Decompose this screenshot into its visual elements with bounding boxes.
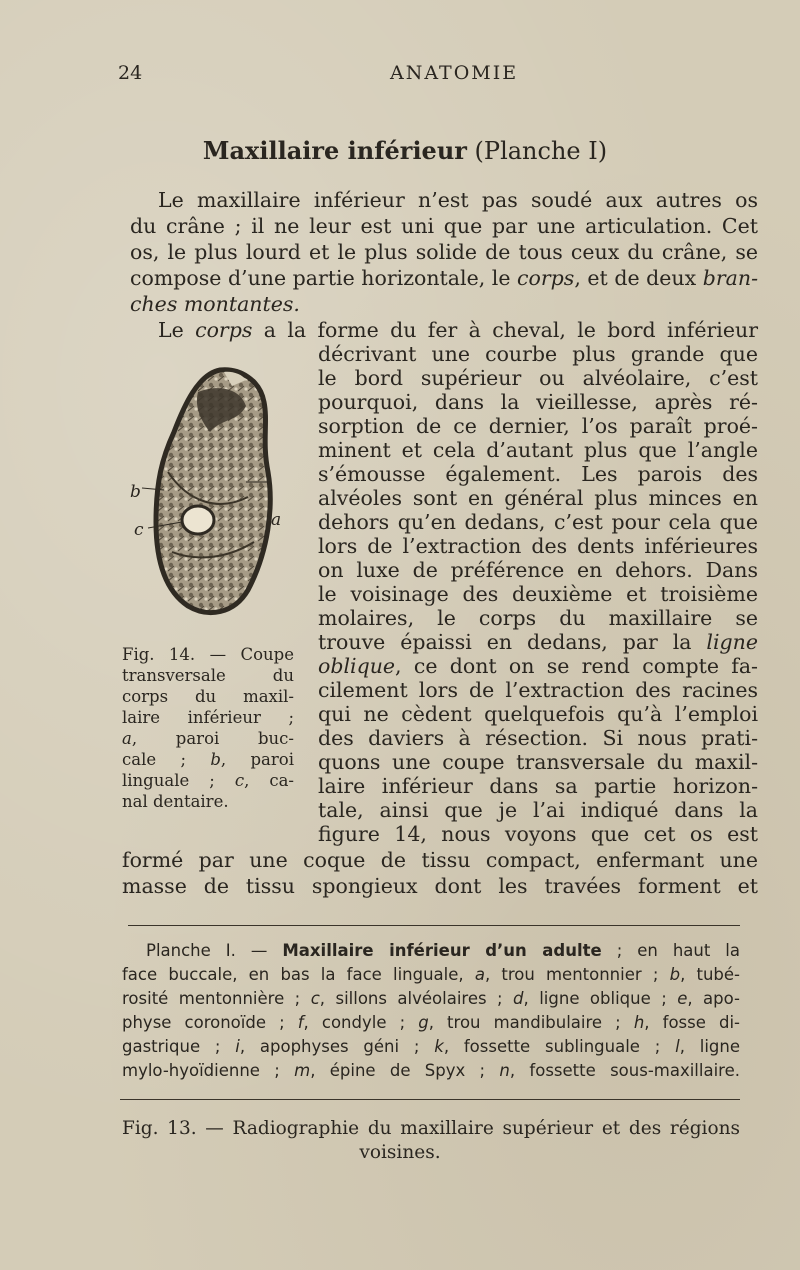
body-line: sorption de ce dernier, l’os paraît proé- <box>318 414 758 438</box>
note-text: , sillons alvéolaires ; <box>319 989 514 1008</box>
note-text: ; en haut la <box>601 941 741 960</box>
body-text: , ce dont on se rend compte fa- <box>395 654 758 678</box>
figure-label-a: a <box>271 510 282 530</box>
body-italic: corps <box>195 318 253 342</box>
divider-rule <box>128 925 740 926</box>
figure-13-caption: Fig. 13. — Radiographie du maxillaire supérieur et des régions <box>122 1118 740 1139</box>
figure-caption-line: laire inférieur ; <box>122 708 294 727</box>
note-text: , ligne oblique ; <box>523 989 678 1008</box>
body-line: figure 14, nous voyons que cet os est <box>318 822 758 846</box>
section-title <box>0 136 800 165</box>
plate-note-line <box>122 1060 740 1082</box>
note-bold: Maxillaire inférieur d’un adulte <box>282 941 602 960</box>
body-text: trouve épaissi en dedans, par la <box>318 630 707 654</box>
body-text: , et de deux <box>574 266 703 290</box>
body-line: décrivant une courbe plus grande que <box>318 342 758 366</box>
figure-caption-line <box>122 770 294 791</box>
note-text: , trou mandibulaire ; <box>428 1013 634 1032</box>
figure-label-b: b <box>130 482 141 502</box>
caption-text: , paroi <box>220 750 294 769</box>
note-text: , apophyses géni ; <box>239 1037 435 1056</box>
body-line: Le maxillaire inférieur n’est pas soudé aux autres os <box>158 188 758 212</box>
body-text: compose d’une partie horizontale, le <box>130 266 518 290</box>
note-italic: d <box>513 989 524 1008</box>
body-line: le voisinage des deuxième et troisième <box>318 582 758 606</box>
note-text: , fosse di- <box>644 1013 740 1032</box>
note-italic: n <box>499 1061 510 1080</box>
note-text: mylo-hyoïdienne ; <box>122 1061 295 1080</box>
figure-caption-line: corps du maxil- <box>122 687 294 706</box>
note-text: Planche I. — <box>146 941 283 960</box>
page-number: 24 <box>118 62 143 84</box>
note-italic: b <box>669 965 681 984</box>
body-line: quons une coupe transversale du maxil- <box>318 750 758 774</box>
note-text: , condyle ; <box>303 1013 419 1032</box>
note-italic: e <box>677 989 688 1008</box>
body-line <box>318 629 758 655</box>
caption-text: linguale ; <box>122 771 235 790</box>
plate-note-line <box>122 964 740 986</box>
caption-text: , paroi buc- <box>131 729 294 748</box>
running-title: ANATOMIE <box>390 62 519 84</box>
note-italic: c <box>310 989 320 1008</box>
body-line: qui ne cèdent quelquefois qu’à l’emploi <box>318 702 758 726</box>
body-line: pourquoi, dans la vieillesse, après ré- <box>318 390 758 414</box>
body-italic: ches montantes. <box>130 292 300 316</box>
note-italic: f <box>297 1013 304 1032</box>
caption-italic: a <box>122 729 132 748</box>
plate-note-line <box>122 988 740 1010</box>
plate-note-line <box>122 1036 740 1058</box>
body-line: lors de l’extraction des dents inférieures <box>318 534 758 558</box>
figure-13-caption-continued: voisines. <box>359 1142 441 1163</box>
note-italic: g <box>418 1013 429 1032</box>
plate-note-line <box>122 1012 740 1034</box>
body-line <box>318 653 758 679</box>
note-text: face buccale, en bas la face linguale, <box>122 965 475 984</box>
body-italic: ligne <box>706 630 758 654</box>
note-italic: a <box>474 965 485 984</box>
body-line: formé par une coque de tissu compact, enfermant une <box>122 848 758 872</box>
note-italic: l <box>675 1037 680 1056</box>
body-line: le bord supérieur ou alvéolaire, c’est <box>318 366 758 390</box>
body-line: masse de tissu spongieux dont les travées forment et <box>122 874 758 898</box>
figure-caption-line: Fig. 14. — Coupe <box>122 645 294 664</box>
body-line: dehors qu’en dedans, c’est pour cela que <box>318 510 758 534</box>
caption-italic: c <box>234 771 245 790</box>
note-italic: m <box>294 1061 311 1080</box>
body-line: minent et cela d’autant plus que l’angle <box>318 438 758 462</box>
body-italic: bran- <box>702 266 758 290</box>
running-head <box>118 60 738 94</box>
caption-italic: b <box>210 750 221 769</box>
note-text: , trou mentonnier ; <box>484 965 670 984</box>
body-line: on luxe de préférence en dehors. Dans <box>318 558 758 582</box>
body-italic: oblique <box>318 654 396 678</box>
figure-caption-line: transversale du <box>122 666 294 685</box>
body-line: cilement lors de l’extraction des racines <box>318 678 758 702</box>
body-line: molaires, le corps du maxillaire se <box>318 606 758 630</box>
body-line: s’émousse également. Les parois des <box>318 462 758 486</box>
body-line: tale, ainsi que je l’ai indiqué dans la <box>318 798 758 822</box>
note-text: , tubé- <box>680 965 740 984</box>
note-text: rosité mentonnière ; <box>122 989 311 1008</box>
note-text: , ligne <box>679 1037 740 1056</box>
note-text: , fossette sous-maxillaire. <box>509 1061 740 1080</box>
note-text: gastrique ; <box>122 1037 236 1056</box>
jaw-cross-section-drawing <box>128 362 298 624</box>
body-text: a la forme du fer à cheval, le bord inférieur <box>252 318 758 342</box>
note-italic: h <box>633 1013 645 1032</box>
note-text: , épine de Spyx ; <box>310 1061 500 1080</box>
body-line: laire inférieur dans sa partie horizon- <box>318 774 758 798</box>
body-line: du crâne ; il ne leur est uni que par une articulation. Cet <box>130 214 758 238</box>
figure-label-c: c <box>134 520 144 540</box>
caption-text: cale ; <box>122 750 211 769</box>
body-line: alvéoles sont en général plus minces en <box>318 486 758 510</box>
plate-note-line <box>122 940 740 962</box>
body-text: Le <box>158 318 196 342</box>
section-title-bold: Maxillaire inférieur <box>202 136 467 165</box>
note-text: , apo- <box>687 989 740 1008</box>
note-italic: k <box>434 1037 444 1056</box>
figure-caption-line <box>122 728 294 749</box>
body-line <box>130 265 758 291</box>
figure-14-illustration <box>128 362 298 624</box>
body-italic: corps <box>517 266 575 290</box>
section-title-rest: (Planche I) <box>466 137 608 165</box>
divider-rule <box>120 1099 740 1100</box>
figure-caption-line <box>122 749 294 770</box>
body-line: os, le plus lourd et le plus solide de tous ceux du crâne, se <box>130 240 758 264</box>
figure-caption-line: nal dentaire. <box>122 792 229 811</box>
note-text: physe coronoïde ; <box>122 1013 298 1032</box>
body-line: des daviers à résection. Si nous prati- <box>318 726 758 750</box>
note-text: , fossette sublinguale ; <box>443 1037 676 1056</box>
body-line <box>130 317 758 343</box>
body-line <box>130 291 758 317</box>
note-italic: i <box>235 1037 240 1056</box>
caption-text: , ca- <box>244 771 294 790</box>
